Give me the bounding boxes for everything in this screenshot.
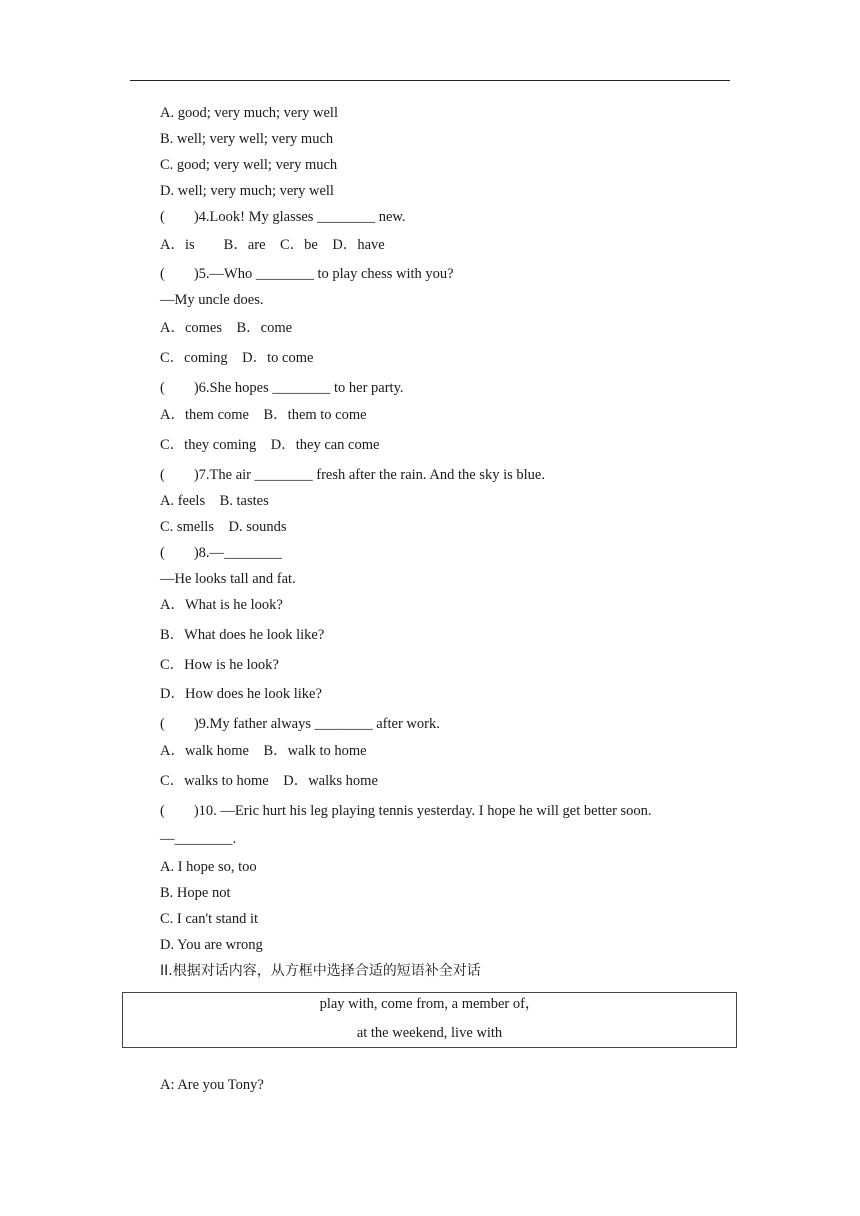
option-line: A．walk home B．walk to home	[160, 743, 367, 759]
phrase-box-line-1: play with, come from, a member of，	[319, 996, 540, 1012]
option-line: C．they coming D．they can come	[160, 437, 380, 453]
option-line: A．them come B．them to come	[160, 407, 367, 423]
option-line: D. well; very much; very well	[160, 183, 334, 199]
header-rule	[130, 80, 730, 81]
question-9: ( )9.My father always ________ after work.	[160, 716, 440, 732]
option-line: A．is B．are C．be D．have	[160, 237, 385, 253]
question-10: ( )10. —Eric hurt his leg playing tennis yesterday. I hope he will get better soon.	[160, 803, 652, 819]
option-line: C．How is he look?	[160, 657, 279, 673]
option-line: B. Hope not	[160, 885, 231, 901]
phrase-box	[122, 992, 737, 1048]
question-7: ( )7.The air ________ fresh after the rain. And the sky is blue.	[160, 467, 545, 483]
option-line: C. smells D. sounds	[160, 519, 287, 535]
option-line: A. feels B. tastes	[160, 493, 269, 509]
answer-line: —He looks tall and fat.	[160, 571, 296, 587]
option-line: D. You are wrong	[160, 937, 263, 953]
question-8: ( )8.—________	[160, 545, 283, 561]
phrase-box-line-2: at the weekend, live with	[356, 1025, 503, 1041]
section-title: II.根据对话内容，从方框中选择合适的短语补全对话	[160, 963, 481, 979]
answer-line: —My uncle does.	[160, 292, 264, 308]
option-line: A．What is he look?	[160, 597, 283, 613]
option-line: C．coming D．to come	[160, 350, 314, 366]
dialogue-line: A: Are you Tony?	[160, 1077, 264, 1093]
option-line: A. good; very much; very well	[160, 105, 338, 121]
option-line: B. well; very well; very much	[160, 131, 334, 147]
option-line: C. good; very well; very much	[160, 157, 338, 173]
answer-line: —________.	[160, 831, 237, 847]
question-5: ( )5.—Who ________ to play chess with you?	[160, 266, 454, 282]
question-4: ( )4.Look! My glasses ________ new.	[160, 209, 406, 225]
option-line: C．walks to home D．walks home	[160, 773, 378, 789]
option-line: D．How does he look like?	[160, 686, 322, 702]
option-line: C. I can't stand it	[160, 911, 259, 927]
option-line: A. I hope so, too	[160, 859, 257, 875]
option-line: B．What does he look like?	[160, 627, 325, 643]
question-6: ( )6.She hopes ________ to her party.	[160, 380, 404, 396]
option-line: A．comes B．come	[160, 320, 293, 336]
